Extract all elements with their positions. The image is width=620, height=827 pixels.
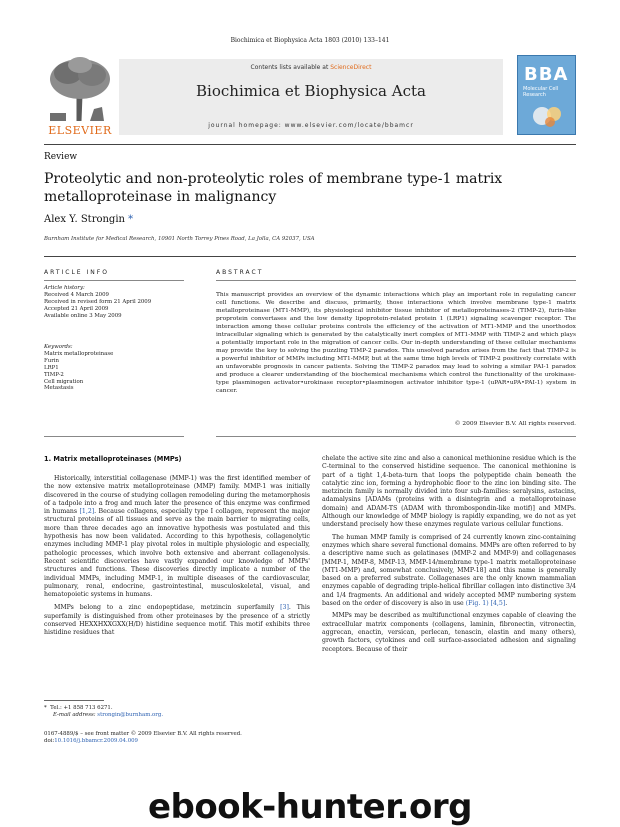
affiliation: Burnham Institute for Medical Research, 10901 North Torrey Pines Road, La Jolla, CA 92037, USA: [44, 236, 315, 242]
journal-homepage[interactable]: journal homepage: www.elsevier.com/locate/bbamcr: [208, 122, 414, 129]
doi-label: doi:: [44, 738, 55, 744]
footnote-tel: [44, 705, 310, 712]
citation-link[interactable]: [1,2]: [79, 508, 95, 516]
header-rule: [44, 144, 576, 145]
journal-title: Biochimica et Biophysica Acta: [196, 82, 426, 100]
elsevier-tree-icon: [44, 55, 116, 123]
history-item: Accepted 21 April 2009: [44, 305, 109, 312]
abstract-heading: ABSTRACT: [216, 269, 264, 276]
title-rule: [44, 256, 576, 257]
left-column: [44, 475, 310, 638]
keywords: [44, 344, 194, 392]
keyword: Cell migration: [44, 378, 84, 385]
cover-subtitle: Molecular Cell Research: [523, 86, 559, 98]
footnote-email: [44, 712, 310, 719]
author: [44, 214, 133, 225]
contents-prefix: Contents lists available at: [250, 64, 329, 71]
paper-title: Proteolytic and non-proteolytic roles of membrane type-1 matrix metalloproteinase in malignancy: [44, 171, 503, 205]
keyword: TIMP-2: [44, 371, 64, 378]
keywords-label: Keywords:: [44, 344, 73, 350]
footnote-rule: [44, 700, 104, 701]
doi-line: [44, 738, 374, 745]
article-type: Review: [44, 152, 78, 162]
doi-link[interactable]: 10.1016/j.bbamcr.2009.04.009: [54, 738, 138, 744]
watermark: ebook-hunter.org: [147, 787, 473, 827]
corresponding-author-link[interactable]: *: [128, 214, 134, 225]
paragraph-text: The human MMP family is comprised of 24 currently known zinc-containing enzymes which share several functional domains. MMPs are often referred to by a descriptive name such as gelatinases (MMP-2 and MMP-9) and collagenases [MMP-1, MMP-8, MMP-13, MMP-14/membrane type-1 matrix metalloproteinase (MT1-MMP) and, somewhat conclusively, MMP-18] and this name is generally based on a preferred substrate. Collagenases are the only known mammalian enzymes capable of degrading triple-helical fibrillar collagen into distinctive 3/4 and 1/4 fragments. An additional and widely accepted MMP numbering system based on the order of discovery is also in use: [322, 533, 576, 608]
info-bottom-rule: [44, 436, 184, 437]
paragraph-text: Historically, interstitial collagenase (MMP-1) was the first identified member of the now extensive matrix metalloproteinase (MMP) family. MMP-1 was initially discovered in the course of studying collagen remodeling during the metamorphosis of a tadpole into a frog and much later the presence of this enzyme was confirmed in humans: [44, 475, 310, 516]
journal-cover: [517, 55, 576, 135]
paragraph-text: .: [505, 600, 508, 608]
article-info-heading: ARTICLE INFO: [44, 269, 109, 276]
journal-header: [44, 55, 576, 141]
figure-link[interactable]: (Fig. 1) [4,5]: [465, 600, 506, 608]
history-item: Available online 3 May 2009: [44, 312, 122, 319]
front-matter: [44, 731, 374, 745]
paragraph: [44, 604, 310, 637]
issn-line: 0167-4889/$ – see front matter © 2009 Elsevier B.V. All rights reserved.: [44, 731, 242, 737]
keyword: Furin: [44, 357, 59, 364]
paragraph: [322, 534, 576, 609]
publisher-wordmark: ELSEVIER: [48, 124, 112, 137]
copyright: © 2009 Elsevier B.V. All rights reserved.: [454, 421, 576, 427]
paragraph: MMPs may be described as multifunctional enzymes capable of cleaving the extracellular matrix components (collagens, laminin, fibronectin, vitronectin, aggrecan, enactin, versican, perlecan, tenascin, elastin and many others), growth factors, cytokines and cell surface-associated adhesion and signaling receptors. Because of their: [322, 612, 576, 653]
keyword: Metastasis: [44, 385, 74, 392]
abstract-bottom-rule: [216, 436, 576, 437]
email-link[interactable]: strongin@burnham.org.: [97, 712, 164, 718]
paragraph-text: . Because collagens, especially type I collagen, represent the major structural proteins of all tissues and serve as the main barrier to migrating cells, more than three decades ago an innovative hypothesis was postulated and this hypothesis has now been validated. According to this hypothesis, collagenolytic enzymes including MMP-1 play pivotal roles in multiple physiologic and especially, pathologic processes, which involve both extensive and aberrant collagenolysis. Recent scientific discoveries have vastly expanded our knowledge of MMPs' structures and functions. These discoveries directly implicate a number of the individual MMPs, including MMP-1, in multiple diseases of the cardiovascular, pulmonary, renal, endocrine, gastrointestinal, musculoskeletal, visual, and hematopoietic systems in humans.: [44, 508, 310, 599]
history-item: Received 4 March 2009: [44, 291, 109, 298]
contents-line: [119, 64, 503, 71]
paragraph: [44, 475, 310, 599]
abstract-text: This manuscript provides an overview of the dynamic interactions which play an important role in regulating cancer cell functions. We describe and discuss, primarily, those interactions which involve membrane type-1 matrix metalloproteinase (MT1-MMP), its physiological inhibitor tissue inhibitor of metalloproteinases-2 (TIMP-2), furin-like proprotein convertases and the low density lipoprotein-related protein 1 (LRP1) signaling scavenger receptor. The interaction among these cellular proteins controls the efficiency of the activation of MT1-MMP and the unorthodox intracellular signaling which is generated by the catalytically inert complex of MT1-MMP with TIMP-2 and which plays a potentially important role in the migration of cancer cells. Our in-depth understanding of these cellular mechanisms may provide the key to solving the puzzling TIMP-2 paradox. This unsolved paradox arises from the fact that TIMP-2 is a powerful inhibitor of MMPs including MT1-MMP, but at the same time high levels of TIMP-2 positively correlate with an unfavorable prognosis in cancer patients. Solving the TIMP-2 paradox may lead to solving a similar PAI-1 paradox and produce a clearer understanding of the biochemical mechanisms which control the functionality of the urokinase-type plasminogen activator•urokinase receptor•plasminogen activator inhibitor type-1 (uPAR•uPA•PAI-1) system in cancer.: [216, 292, 576, 394]
publisher-logo: [44, 55, 116, 135]
paragraph-text: MMPs belong to a zinc endopeptidase, metzincin superfamily: [54, 604, 275, 612]
cover-art-icon: [530, 102, 566, 130]
sciencedirect-link[interactable]: ScienceDirect: [330, 64, 372, 71]
citation-link[interactable]: [3]: [280, 604, 289, 612]
footnote-tel-text: Tel.: +1 858 713 6271.: [50, 705, 113, 711]
abstract-rule: [216, 280, 576, 281]
email-label: E-mail address:: [53, 712, 96, 718]
footnote: [44, 705, 310, 719]
author-name: Alex Y. Strongin: [44, 214, 125, 225]
section-heading: 1. Matrix metalloproteinases (MMPs): [44, 455, 182, 463]
history-item: Received in revised form 21 April 2009: [44, 298, 152, 305]
right-column: [322, 455, 576, 654]
keyword: Matrix metalloproteinase: [44, 350, 114, 357]
keyword: LRP1: [44, 364, 59, 371]
article-info-rule: [44, 280, 184, 281]
paragraph-text: . This superfamily is distinguished from other proteinases by the presence of a strictly conserved HEXXHXXGXX(H/D) histidine sequence motif. This motif exhibits three histidine residues that: [44, 604, 310, 637]
cover-title: BBA: [524, 64, 569, 85]
article-history: [44, 285, 194, 320]
footnote-mark: *: [44, 705, 47, 711]
running-head: Biochimica et Biophysica Acta 1803 (2010) 133–141: [230, 37, 390, 44]
paragraph: chelate the active site zinc and also a canonical methionine residue which is the C-terminal to the conserved histidine sequence. The canonical methionine is part of a tight 1,4-beta-turn that loops the polypeptide chain beneath the catalytic zinc ion, forming a hydrophobic floor to the zinc ion binding site. The metzincin family is normally divided into four sub-families: seralysins, astacins, adamalysins [ADAMs (proteins with a disintegrin and a metalloproteinase domain) and ADAM-TS (ADAM with thrombospondin-like motif)] and MMPs. Although our knowledge of MMP biology is rapidly expanding, we do not as yet understand precisely how these enzymes regulate various cellular functions.: [322, 455, 576, 529]
history-label: Article history:: [44, 285, 85, 291]
